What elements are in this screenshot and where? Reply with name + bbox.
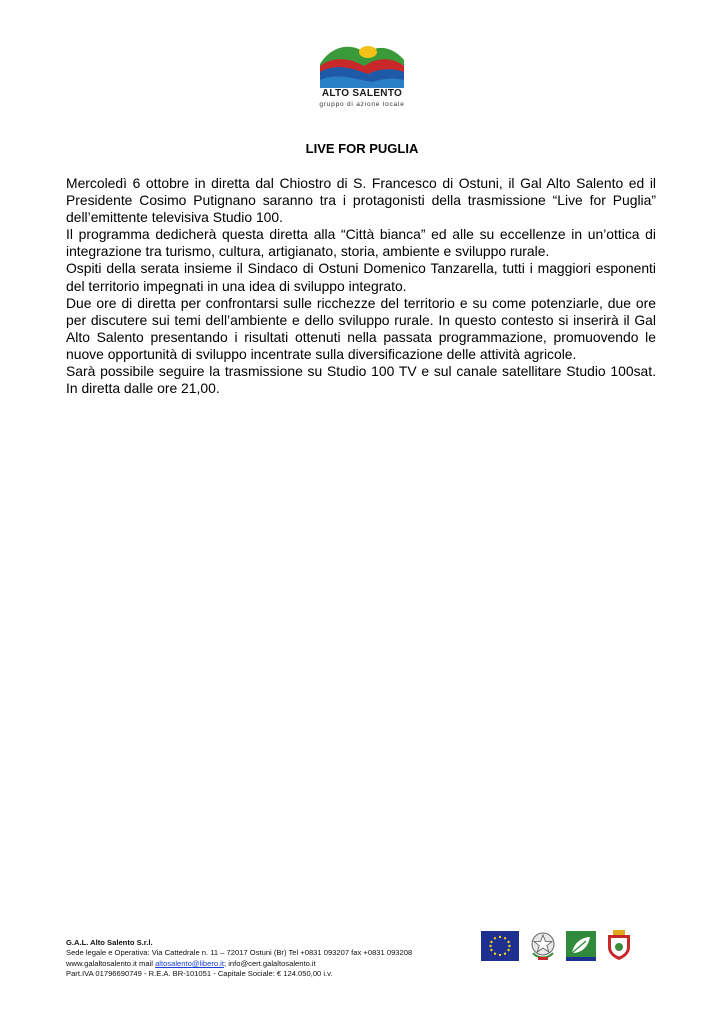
footer <box>66 938 486 980</box>
eu-flag-icon <box>481 931 519 961</box>
footer-legal: Part.IVA 01796690749 - R.E.A. BR-101051 - Capitale Sociale: € 124.050,00 i.v. <box>66 969 333 979</box>
paragraph: Due ore di diretta per confrontarsi sulle ricchezze del territorio e su come potenziarle, due ore per discutere sui temi dell’ambiente e dello sviluppo rurale. In questo contesto si inserirà il Gal Alto Salento presentando i risultati ottenuti nella passata programmazione, promuovendo le nuove opportunità di sviluppo incentrate sulla diversificazione delle attività agricole. <box>66 294 656 362</box>
footer-web: www.galaltosalento.it mail <box>66 958 156 968</box>
leader-logo-icon <box>566 931 596 961</box>
footer-web-suffix: ; info@cert.galaltosalento.it <box>223 958 316 968</box>
footer-contacts <box>66 959 486 969</box>
logo-name: ALTO SALENTO <box>321 88 403 99</box>
document-body <box>66 175 656 397</box>
alto-salento-logo <box>316 40 408 110</box>
paragraph: Il programma dedicherà questa diretta alla “Città bianca” ed alle su eccellenze in un’ottica di integrazione tra turismo, cultura, artigianato, storia, ambiente e sviluppo rurale. <box>66 226 656 260</box>
document-title: LIVE FOR PUGLIA <box>305 141 419 156</box>
footer-company: G.A.L. Alto Salento S.r.l. <box>66 938 153 947</box>
regione-puglia-emblem-icon <box>605 929 633 961</box>
footer-address: Sede legale e Operativa: Via Cattedrale n. 11 – 72017 Ostuni (Br) Tel +0831 093207 fax +0831 093208 <box>66 948 413 958</box>
footer-email-link[interactable]: altosalento@libero.it <box>155 958 224 968</box>
paragraph: Ospiti della serata insieme il Sindaco di Ostuni Domenico Tanzarella, tutti i maggiori esponenti del territorio impegnati in una idea di sviluppo integrato. <box>66 260 656 294</box>
paragraph: Sarà possibile seguire la trasmissione su Studio 100 TV e sul canale satellitare Studio 100sat. In diretta dalle ore 21,00. <box>66 363 656 397</box>
logo-tagline: gruppo di azione locale <box>319 101 405 108</box>
paragraph: Mercoledì 6 ottobre in diretta dal Chiostro di S. Francesco di Ostuni, il Gal Alto Salento ed il Presidente Cosimo Putignano saranno tra i protagonisti della trasmissione “Live for Puglia” dell’emittente televisiva Studio 100. <box>66 175 656 226</box>
italian-republic-emblem-icon <box>528 929 558 961</box>
alto-salento-logo-graphic <box>316 40 408 88</box>
